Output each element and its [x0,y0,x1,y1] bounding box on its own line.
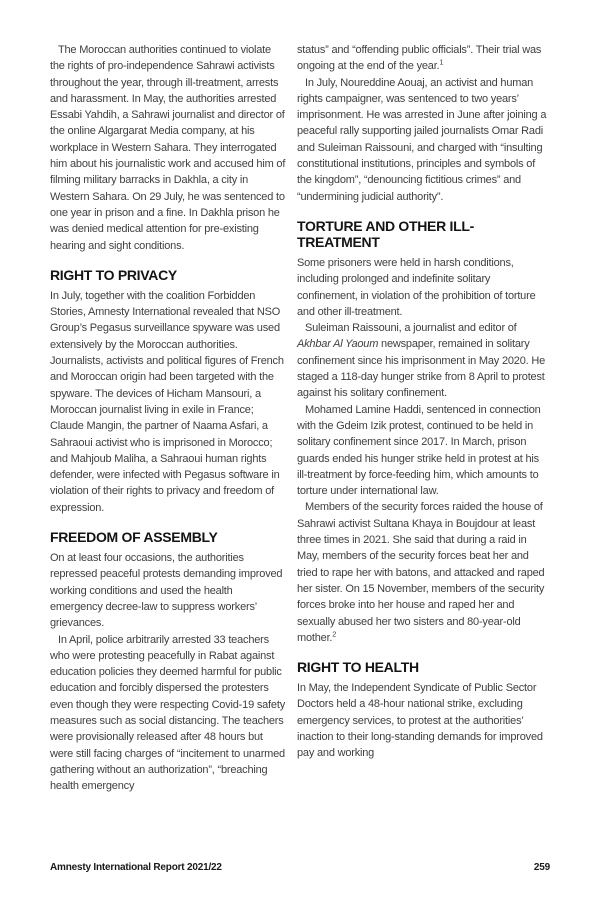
text-segment: The Moroccan authorities continued to violate the rights of pro-independence Sahrawi activists throughout the year, through ill-treatment, arrests and harassment. In May, the authorities arrested Essabi Yahdih, a Sahrawi journalist and director of the online Algargarat Media company, at his workplace in Western Sahara. They interrogated him about his journalistic work and accused him of filming military barracks in Dakhla, a city in Western Sahara. On 29 July, he was sentenced to one year in prison and a fine. In Dakhla prison he was denied medical attention for pre-existing hearing and sight conditions. [50,44,286,252]
body-paragraph [297,255,550,320]
text-segment: Mohamed Lamine Haddi, sentenced in connection with the Gdeim Izik protest, continued to be held in solitary confinement since 2017. In March, prison guards ended his hunger strike held in protest at his ill-treatment by force-feeding him, which amounts to torture under international law. [297,403,541,498]
left-column [50,42,287,794]
body-paragraph [297,42,550,75]
body-paragraph [297,499,550,646]
footnote-ref: 1 [439,57,444,67]
body-paragraph [297,320,550,401]
text-segment: Akhbar Al Yaoum [297,338,379,351]
text-segment: In July, together with the coalition Forbidden Stories, Amnesty International revealed that NSO Group’s Pegasus surveillance spyware was used extensively by the Moroccan authorities. Journalists, activists and political figures of French and Moroccan origin had been targeted with the spyware. The devices of Hicham Mansouri, a Moroccan journalist living in exile in France; Claude Mangin, the partner of Naama Asfari, a Sahraoui activist who is imprisoned in Morocco; and Mahjoub Maliha, a Sahraoui human rights defender, were infected with Pegasus software in violation of their rights to privacy and freedom of expression. [50,289,284,514]
footer-report-title: Amnesty International Report 2021/22 [50,862,222,873]
body-paragraph [50,550,287,631]
text-segment: Some prisoners were held in harsh conditions, including prolonged and indefinite solitary confinement, in violation of the prohibition of torture and other ill-treatment. [297,256,536,318]
text-segment: RIGHT TO PRIVACY [50,266,177,283]
body-paragraph [50,288,287,516]
body-paragraph [50,42,287,254]
text-segment: TORTURE AND OTHER ILL-TREATMENT [297,217,474,250]
body-paragraph [297,680,550,761]
right-column [297,42,550,762]
section-heading [50,529,287,545]
body-paragraph [50,632,287,795]
section-heading [50,267,287,283]
footnote-ref: 2 [332,629,337,639]
text-segment: In July, Noureddine Aouaj, an activist and human rights campaigner, was sentenced to two years’ imprisonment. He was arrested in June after joining a peaceful rally supporting jailed journalists Omar Radi and Suleiman Raissouni, and charged with “insulting constitutional institutions, principles and symbols of the kingdom”, “denouncing fictitious crimes” and “undermining judicial authority”. [297,76,547,203]
text-segment: Suleiman Raissouni, a journalist and editor of [305,322,517,335]
text-segment: RIGHT TO HEALTH [297,659,419,676]
footer-page-number: 259 [533,862,550,873]
section-heading [297,659,550,675]
page-footer [50,862,550,873]
text-segment: On at least four occasions, the authorities repressed peaceful protests demanding improved working conditions and used the health emergency decree-law to suppress workers’ grievances. [50,552,283,630]
text-segment: newspaper, remained in solitary confinement since his imprisonment in May 2020. He staged a 118-day hunger strike from 8 April to protest against his solitary confinement. [297,338,546,400]
body-paragraph [297,402,550,500]
text-segment: status” and “offending public officials”. Their trial was ongoing at the end of the year. [297,44,542,73]
text-segment: Members of the security forces raided the house of Sahrawi activist Sultana Khaya in Boujdour at least three times in 2021. She said that during a raid in May, members of the security forces beat her and tried to rape her with batons, and attacked and raped her sister. On 15 November, members of the security forces broke into her house and raped her and sexually abused her two sisters and 80-year-old mother. [297,501,545,644]
body-paragraph [297,75,550,205]
text-segment: In April, police arbitrarily arrested 33 teachers who were protesting peacefully in Rabat against education policies they deemed harmful for public education and forcibly dispersed the protesters even though they were respecting Covid-19 safety measures such as social distancing. The teachers were provisionally released after 48 hours but were still facing charges of “incitement to unarmed gathering without an authorization”, “breaching health emergency [50,633,285,793]
section-heading [297,218,550,250]
text-segment: In May, the Independent Syndicate of Public Sector Doctors held a 48-hour national strike, excluding emergency services, to protest at the authorities’ inaction to their long-standing demands for improved pay and working [297,682,543,760]
text-segment: FREEDOM OF ASSEMBLY [50,529,218,546]
